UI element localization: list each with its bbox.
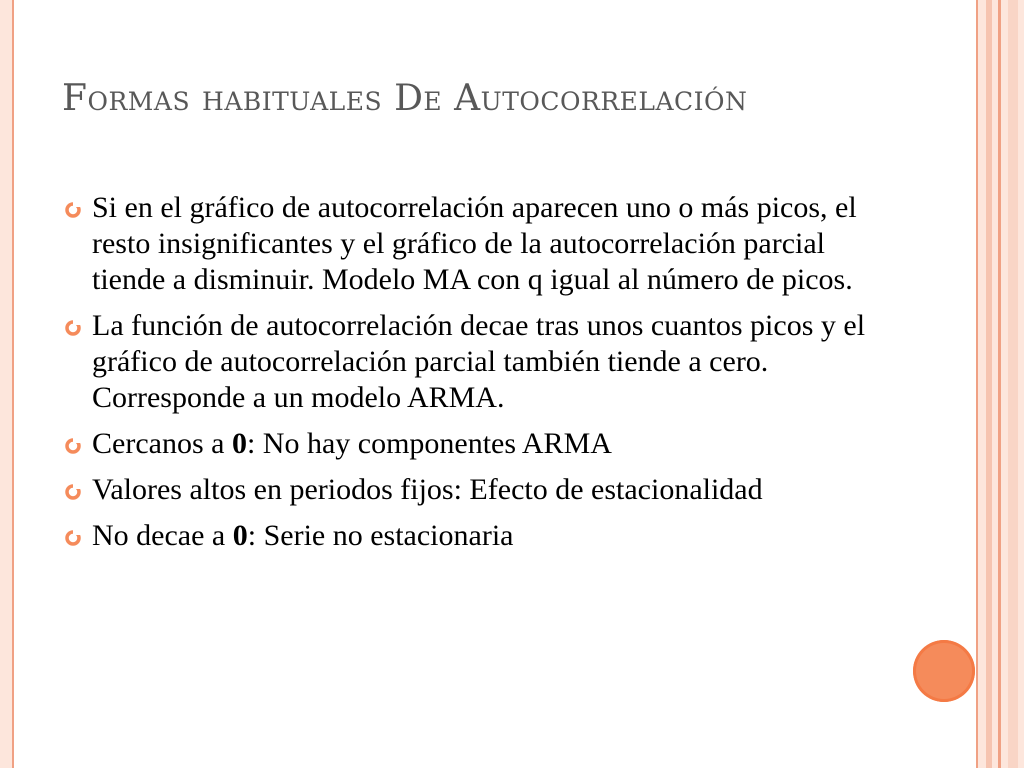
- bullet-text-post: : No hay componentes ARMA: [246, 427, 612, 460]
- bullet-item-4: [62, 472, 882, 508]
- bullet-item-1: [62, 190, 882, 298]
- bullet-text-post: : Serie no estacionaria: [247, 519, 514, 552]
- ring-bullet-icon: [64, 437, 82, 455]
- bullet-text-bold: 0: [231, 427, 247, 460]
- left-decorative-border: [0, 0, 14, 768]
- bullet-text: Valores altos en periodos fijos: Efecto de estacionalidad: [92, 473, 763, 506]
- decorative-orange-circle: [913, 640, 975, 702]
- ring-bullet-icon: [64, 529, 82, 547]
- ring-bullet-icon: [64, 201, 82, 219]
- ring-bullet-icon: [64, 319, 82, 337]
- bullet-item-5: [62, 518, 882, 554]
- bullet-text-pre: Cercanos a: [92, 427, 232, 460]
- ring-bullet-icon: [64, 483, 82, 501]
- right-decorative-border: [976, 0, 1024, 768]
- slide-title: Formas habituales De Autocorrelación: [62, 78, 748, 119]
- bullet-text: Si en el gráfico de autocorrelación aparecen uno o más picos, el resto insignificantes y el gráfico de la autocorrelación parcial tiende a disminuir. Modelo MA con q igual al número de picos.: [92, 191, 857, 296]
- bullet-list: [62, 190, 882, 564]
- bullet-text-pre: No decae a: [92, 519, 233, 552]
- bullet-text-bold: 0: [232, 519, 248, 552]
- bullet-text: La función de autocorrelación decae tras unos cuantos picos y el gráfico de autocorrelación parcial también tiende a cero. Corresponde a un modelo ARMA.: [92, 309, 866, 414]
- bullet-item-3: [62, 426, 882, 462]
- bullet-item-2: [62, 308, 882, 416]
